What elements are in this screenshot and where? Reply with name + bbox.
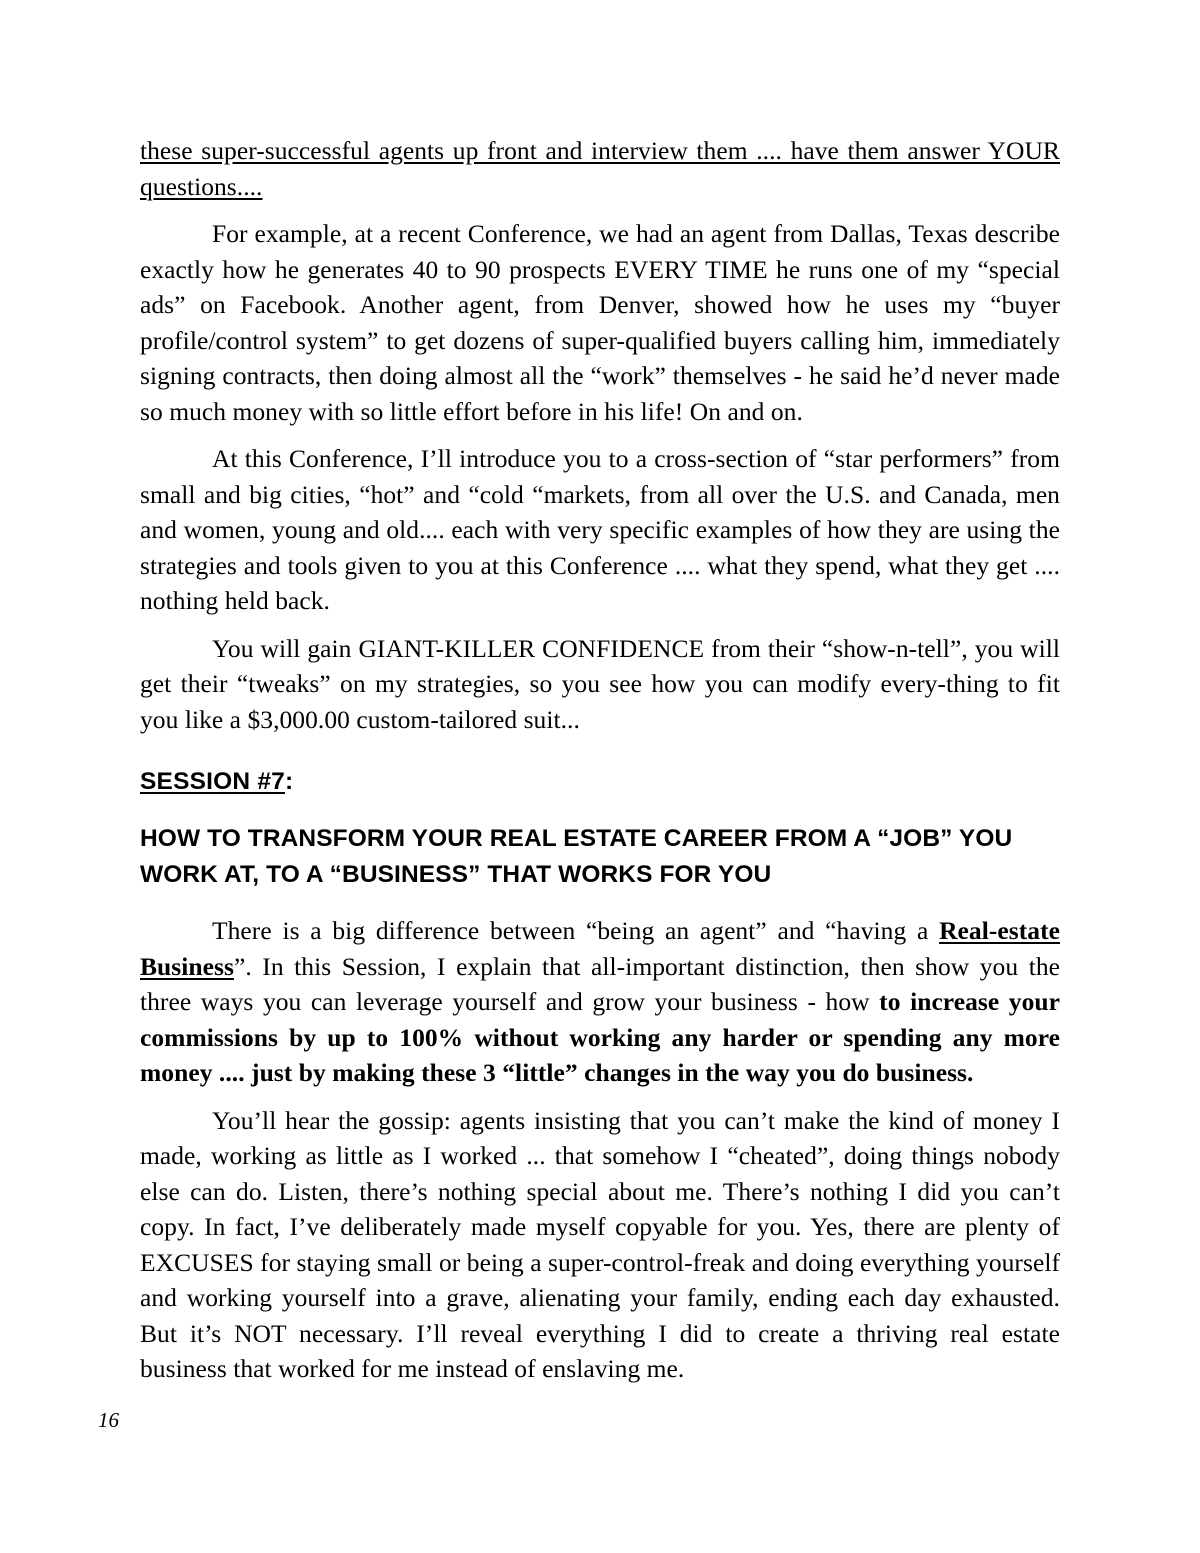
paragraph-example: For example, at a recent Conference, we had an agent from Dallas, Texas describe exactly how he generates 40 to 90 prospects EVERY TIME he runs one of my “special ads” on Facebook. Another agent, from Denver, showed how he uses my “buyer profile/control system” to get dozens of super-qualified buyers calling him, immediately signing contracts, then doing almost all the “work” themselves - he said he’d never made so much money with so little effort before in his life! On and on. [140,219,1060,426]
page-number: 16 [98,1408,119,1432]
session-body-bold-run: to increase your commissions by up to 100% without working any harder or spending any more money .... just by making these 3 “little” changes in the way you do business. [140,987,1060,1087]
paragraph-session-body [140,913,1060,1091]
session-heading [140,765,1060,799]
paragraph-continued: these super-successful agents up front and interview them .... have them answer YOUR questions.... [140,136,1060,201]
session-body-after-bold: ”. In this Session, I explain that all-important distinction, then show you the three ways you can leverage yourself and grow your business - how [140,951,1060,1016]
paragraph-star-performers: At this Conference, I’ll introduce you to a cross-section of “star performers” from small and big cities, “hot” and “cold “markets, from all over the U.S. and Canada, men and women, young and old.... each with very specific examples of how they are using the strategies and tools given to you at this Conference .... what they spend, what they get .... nothing held back. [140,444,1060,615]
session-title: HOW TO TRANSFORM YOUR REAL ESTATE CAREER FROM A “JOB” YOU WORK AT, TO A “BUSINESS” THAT WORKS FOR YOU [140,825,1013,888]
paragraph-closing: You’ll hear the gossip: agents insisting that you can’t make the kind of money I made, working as little as I worked ... that somehow I “cheated”, doing things nobody else can do. Listen, there’s nothing special about me. There’s nothing I did you can’t copy. In fact, I’ve deliberately made myself copyable for you. Yes, there are plenty of EXCUSES for staying small or being a super-control-freak and doing everything yourself and working yourself into a grave, alienating your family, ending each day exhausted. But it’s NOT necessary. I’ll reveal everything I did to create a thriving real estate business that worked for me instead of enslaving me. [140,1105,1060,1383]
session-label-colon: : [284,768,294,795]
session-body-bold-underline: Real-estate Business [140,916,1060,981]
session-label: SESSION #7 [140,768,285,795]
session-body-lead-in: There is a big difference between “being an agent” and “having a [212,916,940,945]
page-content [140,133,1060,1399]
paragraph-giant-killer: You will gain GIANT-KILLER CONFIDENCE from their “show-n-tell”, you will get their “tweaks” on my strategies, so you see how you can modify every-thing to fit you like a $3,000.00 custom-tailored suit... [140,633,1060,734]
